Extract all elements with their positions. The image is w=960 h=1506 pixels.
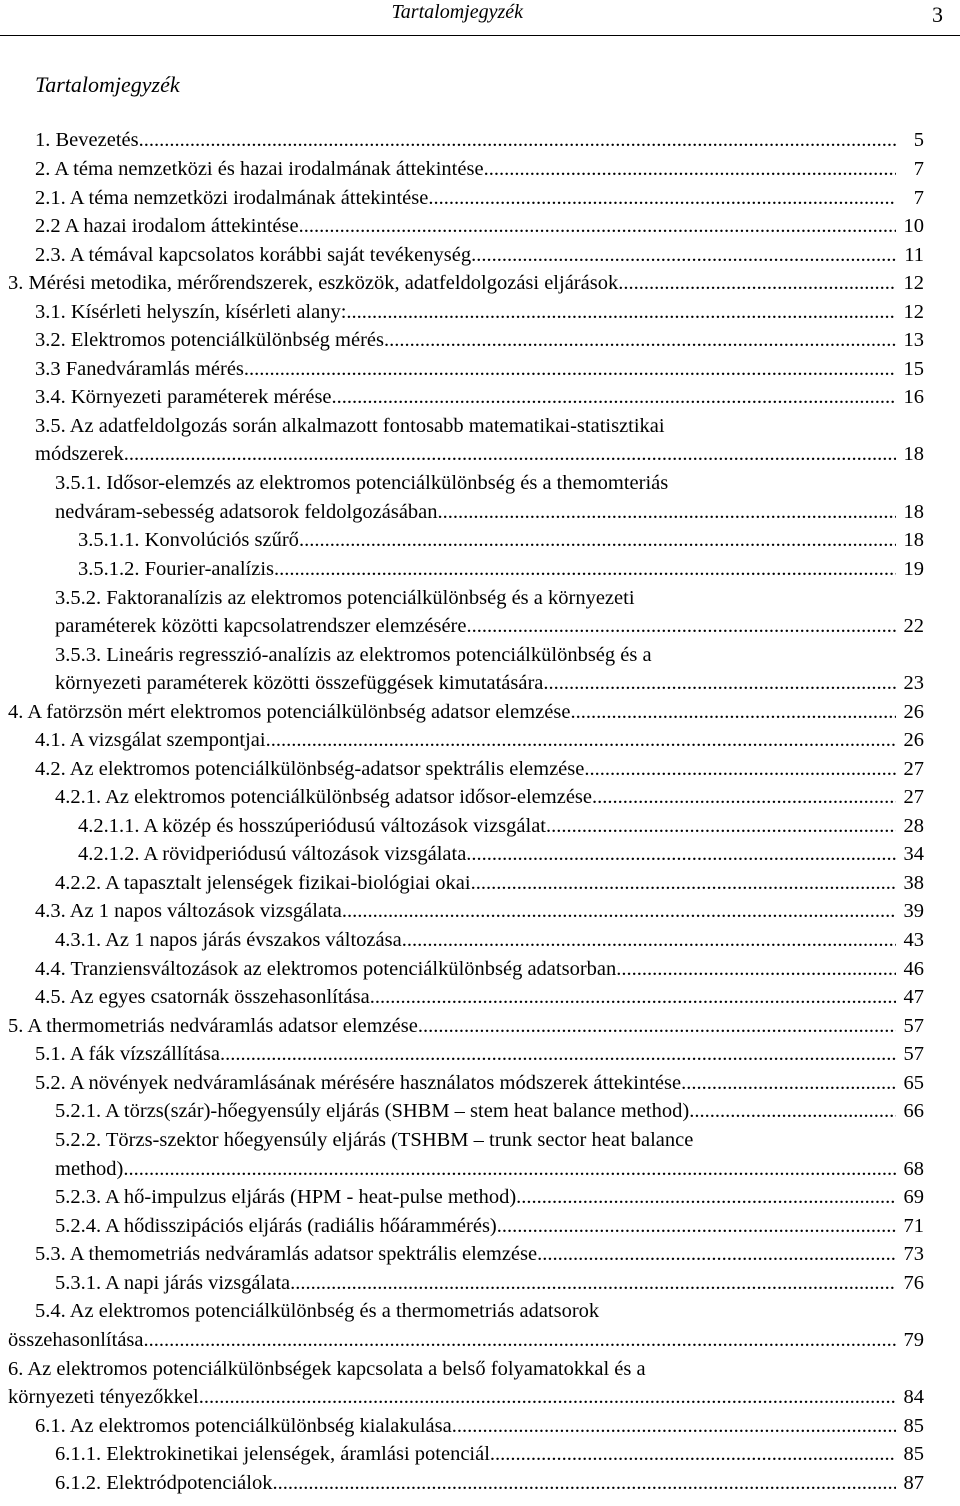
toc-entry-title: 4.2.1.2. A rövidperiódusú változások vizsgálata xyxy=(78,843,467,865)
toc-entry[interactable] xyxy=(0,641,960,669)
dot-leader xyxy=(471,869,896,897)
toc-entry[interactable] xyxy=(0,1183,960,1211)
toc-entry[interactable] xyxy=(0,897,960,925)
toc-entry[interactable] xyxy=(0,983,960,1011)
toc-entry[interactable] xyxy=(0,669,960,697)
toc-entry-page: 38 xyxy=(903,872,924,894)
toc-entry[interactable] xyxy=(0,469,960,497)
dot-leader xyxy=(543,669,896,697)
toc-entry-title: 4.4. Tranziensváltozások az elektromos potenciálkülönbség adatsorban xyxy=(35,958,617,980)
toc-entry-title: 3.5.3. Lineáris regresszió-analízis az elektromos potenciálkülönbség és a xyxy=(55,644,652,666)
page-number: 3 xyxy=(932,2,943,27)
toc-entry-title: 5.3.1. A napi járás vizsgálata xyxy=(55,1272,291,1294)
toc-entry-title: 5.1. A fák vízszállítása xyxy=(35,1043,221,1065)
toc-entry[interactable] xyxy=(0,755,960,783)
toc-entry[interactable] xyxy=(0,840,960,868)
toc-entry-title: method) xyxy=(55,1158,124,1180)
toc-entry[interactable] xyxy=(0,184,960,212)
toc-entry[interactable] xyxy=(0,1412,960,1440)
toc-entry-title: 6.1. Az elektromos potenciálkülönbség kialakulása xyxy=(35,1415,452,1437)
toc-entry[interactable] xyxy=(0,1097,960,1125)
toc-entry-title: 5.2.1. A törzs(szár)-hőegyensúly eljárás (SHBM – stem heat balance method) xyxy=(55,1100,690,1122)
toc-entry-page: 39 xyxy=(903,900,924,922)
dot-leader xyxy=(144,1326,897,1354)
toc-entry-page: 19 xyxy=(903,558,924,580)
toc-entry-page: 18 xyxy=(903,501,924,523)
toc-entry-page: 18 xyxy=(903,529,924,551)
toc-entry[interactable] xyxy=(0,555,960,583)
toc-entry-title: 5.4. Az elektromos potenciálkülönbség és a thermometriás adatsorok xyxy=(35,1300,600,1322)
toc-entry[interactable] xyxy=(0,355,960,383)
toc-entry-page: 12 xyxy=(903,272,924,294)
toc-entry[interactable] xyxy=(0,1440,960,1468)
dot-leader xyxy=(490,1440,896,1468)
toc-entry[interactable] xyxy=(0,926,960,954)
header-rule xyxy=(0,35,960,36)
toc-entry-page: 76 xyxy=(903,1272,924,1294)
toc-entry-page: 5 xyxy=(913,129,924,151)
page-header xyxy=(0,0,960,36)
toc-entry[interactable] xyxy=(0,526,960,554)
dot-leader xyxy=(592,783,896,811)
toc-entry-page: 27 xyxy=(903,758,924,780)
toc-entry-title: 4.5. Az egyes csatornák összehasonlítása xyxy=(35,986,370,1008)
toc-entry-title: 2.3. A témával kapcsolatos korábbi saját tevékenység xyxy=(35,244,472,266)
toc-entry-title: 3.3 Fanedváramlás mérés xyxy=(35,358,244,380)
toc-entry-page: 18 xyxy=(903,443,924,465)
toc-entry-page: 28 xyxy=(903,815,924,837)
dot-leader xyxy=(466,612,896,640)
toc-entry-page: 65 xyxy=(903,1072,924,1094)
toc-entry[interactable] xyxy=(0,298,960,326)
toc-entry-title: 3.5. Az adatfeldolgozás során alkalmazott fontosabb matematikai-statisztikai xyxy=(35,415,665,437)
dot-leader xyxy=(516,1183,896,1211)
toc-entry-title: 4.3. Az 1 napos változások vizsgálata xyxy=(35,900,342,922)
toc-entry[interactable] xyxy=(0,783,960,811)
dot-leader xyxy=(266,726,896,754)
dot-leader xyxy=(299,212,896,240)
toc-entry-page: 7 xyxy=(913,187,924,209)
toc-entry-title: 2.1. A téma nemzetközi irodalmának áttekintése xyxy=(35,187,429,209)
dot-leader xyxy=(342,897,896,925)
toc-entry-title: 4.2.2. A tapasztalt jelenségek fizikai-biológiai okai xyxy=(55,872,471,894)
toc-entry-title: 3.5.2. Faktoranalízis az elektromos potenciálkülönbség és a környezeti xyxy=(55,587,635,609)
dot-leader xyxy=(471,241,896,269)
toc-entry-page: 16 xyxy=(903,386,924,408)
toc-entry-page: 69 xyxy=(903,1186,924,1208)
toc-entry-title: 3. Mérési metodika, mérőrendszerek, eszközök, adatfeldolgozási eljárások xyxy=(8,272,619,294)
toc-entry-title: 2.2 A hazai irodalom áttekintése xyxy=(35,215,299,237)
toc-entry-page: 46 xyxy=(903,958,924,980)
toc-entry[interactable] xyxy=(0,698,960,726)
toc-entry[interactable] xyxy=(0,383,960,411)
toc-entry-page: 85 xyxy=(903,1443,924,1465)
toc-entry-title: 6. Az elektromos potenciálkülönbségek kapcsolata a belső folyamatokkal és a xyxy=(8,1358,646,1380)
dot-leader xyxy=(199,1383,896,1411)
toc-entry-title: 3.2. Elektromos potenciálkülönbség mérés xyxy=(35,329,384,351)
dot-leader xyxy=(139,126,896,154)
toc-entry-page: 79 xyxy=(903,1329,924,1351)
toc-entry[interactable] xyxy=(0,1469,960,1497)
dot-leader xyxy=(418,1012,896,1040)
toc-entry-title: környezeti tényezőkkel xyxy=(8,1386,199,1408)
dot-leader xyxy=(584,755,896,783)
toc-entry[interactable] xyxy=(0,1212,960,1240)
toc-entry[interactable] xyxy=(0,1012,960,1040)
toc-entry-page: 87 xyxy=(903,1472,924,1494)
toc-entry-page: 11 xyxy=(904,244,924,266)
toc-entry-page: 57 xyxy=(903,1015,924,1037)
toc-entry[interactable] xyxy=(0,498,960,526)
toc-entry[interactable] xyxy=(0,1240,960,1268)
toc-entry[interactable] xyxy=(0,440,960,468)
toc-entry-title: 5. A thermometriás nedváramlás adatsor elemzése xyxy=(8,1015,418,1037)
running-header-title: Tartalomjegyzék xyxy=(391,1,523,23)
dot-leader xyxy=(428,184,896,212)
toc-entry-title: 5.2.3. A hő-impulzus eljárás (HPM - heat-pulse method) xyxy=(55,1186,517,1208)
toc-entry-page: 12 xyxy=(903,301,924,323)
dot-leader xyxy=(618,269,896,297)
dot-leader xyxy=(274,555,896,583)
toc-entry-title: 5.2. A növények nedváramlásának mérésére használatos módszerek áttekintése xyxy=(35,1072,682,1094)
toc-entry-page: 22 xyxy=(903,615,924,637)
toc-entry-page: 23 xyxy=(903,672,924,694)
toc-entry[interactable] xyxy=(0,1355,960,1383)
toc-entry[interactable] xyxy=(0,269,960,297)
toc-entry[interactable] xyxy=(0,126,960,154)
toc-entry-title: 3.1. Kísérleti helyszín, kísérleti alany: xyxy=(35,301,347,323)
toc-entry-page: 73 xyxy=(903,1243,924,1265)
dot-leader xyxy=(220,1040,896,1068)
dot-leader xyxy=(537,1240,896,1268)
dot-leader xyxy=(452,1412,896,1440)
toc-entry[interactable] xyxy=(0,1040,960,1068)
toc-entry-page: 26 xyxy=(903,701,924,723)
toc-entry[interactable] xyxy=(0,1155,960,1183)
toc-entry-page: 71 xyxy=(903,1215,924,1237)
toc-entry-page: 85 xyxy=(903,1415,924,1437)
toc-entry-page: 26 xyxy=(903,729,924,751)
dot-leader xyxy=(299,526,896,554)
toc-entry-title: 3.5.1. Idősor-elemzés az elektromos potenciálkülönbség és a themomteriás xyxy=(55,472,669,494)
toc-entry-title: 3.5.1.2. Fourier-analízis xyxy=(78,558,275,580)
dot-leader xyxy=(546,812,896,840)
toc-entry-page: 43 xyxy=(903,929,924,951)
toc-entry-title: 3.4. Környezeti paraméterek mérése xyxy=(35,386,332,408)
toc-entry[interactable] xyxy=(0,1069,960,1097)
toc-entry-title: 4.2. Az elektromos potenciálkülönbség-adatsor spektrális elemzése xyxy=(35,758,585,780)
toc-entry[interactable] xyxy=(0,869,960,897)
toc-entry[interactable] xyxy=(0,155,960,183)
toc-entry[interactable] xyxy=(0,1126,960,1154)
toc-entry-page: 7 xyxy=(913,158,924,180)
toc-entry-page: 27 xyxy=(903,786,924,808)
dot-leader xyxy=(290,1269,896,1297)
toc-entry[interactable] xyxy=(0,241,960,269)
toc-entry-title: 6.1.2. Elektródpotenciálok xyxy=(55,1472,273,1494)
toc-entry-title: 4.2.1.1. A közép és hosszúperiódusú változások vizsgálat xyxy=(78,815,546,837)
toc-entry-title: 5.2.4. A hődisszipációs eljárás (radiális hőárammérés) xyxy=(55,1215,497,1237)
toc-entry-title: 1. Bevezetés xyxy=(35,129,139,151)
toc-entry-page: 68 xyxy=(903,1158,924,1180)
toc-entry-title: 4.1. A vizsgálat szempontjai xyxy=(35,729,266,751)
dot-leader xyxy=(402,926,896,954)
toc-entry-page: 10 xyxy=(903,215,924,237)
toc-entry-title: nedváram-sebesség adatsorok feldolgozásában xyxy=(55,501,438,523)
toc-entry-page: 13 xyxy=(903,329,924,351)
dot-leader xyxy=(370,983,896,1011)
toc-entry-title: paraméterek közötti kapcsolatrendszer elemzésére xyxy=(55,615,467,637)
toc-entry-page: 15 xyxy=(903,358,924,380)
toc-entry-page: 66 xyxy=(903,1100,924,1122)
dot-leader xyxy=(332,383,896,411)
toc-entry[interactable] xyxy=(0,212,960,240)
toc-entry[interactable] xyxy=(0,1297,960,1325)
toc-entry[interactable] xyxy=(0,1383,960,1411)
dot-leader xyxy=(438,498,896,526)
toc-entry-title: 3.5.1.1. Konvolúciós szűrő xyxy=(78,529,299,551)
toc-entry[interactable] xyxy=(0,955,960,983)
toc-entry-title: 4.3.1. Az 1 napos járás évszakos változása xyxy=(55,929,402,951)
toc-entry[interactable] xyxy=(0,1326,960,1354)
dot-leader xyxy=(616,955,896,983)
toc-entry-title: 6.1.1. Elektrokinetikai jelenségek, áramlási potenciál xyxy=(55,1443,490,1465)
toc-entry-title: 5.3. A themometriás nedváramlás adatsor spektrális elemzése xyxy=(35,1243,538,1265)
toc-entry[interactable] xyxy=(0,612,960,640)
toc-entry-title: környezeti paraméterek közötti összefüggések kimutatására xyxy=(55,672,544,694)
dot-leader xyxy=(384,326,896,354)
dot-leader xyxy=(497,1212,896,1240)
toc-entry-title: 2. A téma nemzetközi és hazai irodalmának áttekintése xyxy=(35,158,484,180)
dot-leader xyxy=(272,1469,896,1497)
toc-entry[interactable] xyxy=(0,584,960,612)
toc-entry-page: 34 xyxy=(903,843,924,865)
toc-entry[interactable] xyxy=(0,1269,960,1297)
toc-entry[interactable] xyxy=(0,412,960,440)
dot-leader xyxy=(346,298,896,326)
dot-leader xyxy=(244,355,896,383)
toc-entry[interactable] xyxy=(0,812,960,840)
toc-entry-title: módszerek xyxy=(35,443,124,465)
toc-entry-title: összehasonlítása xyxy=(8,1329,144,1351)
dot-leader xyxy=(681,1069,896,1097)
toc-entry-page: 47 xyxy=(903,986,924,1008)
dot-leader xyxy=(124,440,896,468)
toc-entry[interactable] xyxy=(0,726,960,754)
toc-entry-title: 4.2.1. Az elektromos potenciálkülönbség adatsor idősor-elemzése xyxy=(55,786,592,808)
dot-leader xyxy=(570,698,896,726)
toc-entry-title: 5.2.2. Törzs-szektor hőegyensúly eljárás (TSHBM – trunk sector heat balance xyxy=(55,1129,694,1151)
dot-leader xyxy=(466,840,896,868)
dot-leader xyxy=(484,155,896,183)
toc-title: Tartalomjegyzék xyxy=(35,72,180,97)
dot-leader xyxy=(689,1097,896,1125)
dot-leader xyxy=(123,1155,896,1183)
toc-entry-page: 84 xyxy=(903,1386,924,1408)
toc-entry-title: 4. A fatörzsön mért elektromos potenciálkülönbség adatsor elemzése xyxy=(8,701,571,723)
toc-entry[interactable] xyxy=(0,326,960,354)
toc-entry-page: 57 xyxy=(903,1043,924,1065)
